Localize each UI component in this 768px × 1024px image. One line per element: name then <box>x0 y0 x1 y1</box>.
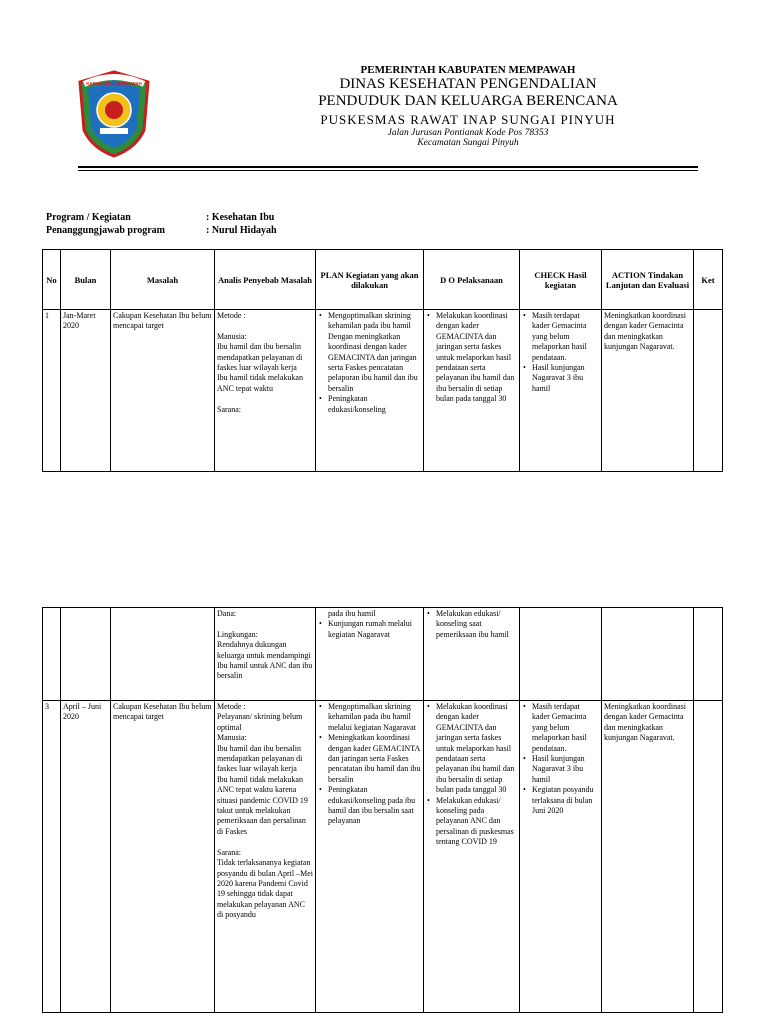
pdca-table-page-1 <box>42 249 723 472</box>
plan-item: • Mengoptimalkan skrining kehamilan pada ibu hamil melalui kegiatan Nagaravat <box>328 702 421 733</box>
header-analis: Analis Penyebab Masalah <box>215 250 316 310</box>
header-bulan: Bulan <box>61 250 111 310</box>
row-do <box>424 608 520 701</box>
letterhead-rule-thick <box>78 166 698 168</box>
header-plan: PLAN Kegiatan yang akan dilakukan <box>316 250 424 310</box>
row-plan <box>316 608 424 701</box>
row-masalah: Cakupan Kesehatan Ibu belum mencapai target <box>111 701 215 1013</box>
letterhead-text <box>258 64 678 148</box>
pj-label: Penanggungjawab program <box>46 225 165 236</box>
row-ket <box>694 608 723 701</box>
plan-continued: pada ibu hamil <box>328 609 376 618</box>
puskesmas-name: PUSKESMAS RAWAT INAP SUNGAI PINYUH <box>320 112 616 127</box>
do-item: • Melakukan edukasi/ konseling pada pelayanan ANC dan persalinan di puskesmas tentang COVID 19 <box>436 796 517 848</box>
row-analis: Metode : Pelayanan/ skrining belum optimal Manusia: Ibu hamil dan ibu bersalin mendapatkan pelayanan di faskes luar wilayah kerja Ibu hamil tidak melakukan ANC tepat waktu karena situasi pandemic COVID 19 takut untuk melakukan pemeriksaan dan persalinan di Faskes Sarana: Tidak terlaksananya kegiatan posyandu di bulan April –Mei 2020 karena Pandemi Covid 19 sehingga tidak dapat melakukan pelayanan ANC di posyandu <box>215 701 316 1013</box>
row-plan <box>316 310 424 472</box>
plan-item: • Meningkatkan koordinasi dengan kader GEMACINTA dan jaringan serta Faskes pencatatan ibu hamil dan ibu bersalin <box>328 733 421 785</box>
row-no <box>43 608 61 701</box>
row-analis: Dana: Lingkungan: Rendahnya dukungan keluarga untuk mendampingi Ibu hamil untuk ANC dan ibu bersalin <box>215 608 316 701</box>
row-check <box>520 608 602 701</box>
row-masalah <box>111 608 215 701</box>
header-action: ACTION Tindakan Lanjutan dan Evaluasi <box>602 250 694 310</box>
program-label: Program / Kegiatan <box>46 212 131 223</box>
header-ket: Ket <box>694 250 723 310</box>
government-name: PEMERINTAH KABUPATEN MEMPAWAH <box>360 64 576 76</box>
letterhead <box>78 60 698 168</box>
row-do <box>424 701 520 1013</box>
do-item: • Melakukan koordinasi dengan kader GEMACINTA dan jaringan serta faskes untuk melaporkan hasil pendataan serta pelayanan ibu hamil dan ibu bersalin di setiap bulan pada tanggal 30 <box>436 311 517 405</box>
row-plan <box>316 701 424 1013</box>
district: Kecamatan Sungai Pinyuh <box>417 138 519 148</box>
letterhead-rule-thin <box>78 170 698 171</box>
row-ket <box>694 701 723 1013</box>
agency-name-1: DINAS KESEHATAN PENGENDALIAN <box>339 76 597 92</box>
pdca-table-page-2 <box>42 607 723 1013</box>
table-row <box>43 701 723 1013</box>
check-item: • Hasil kunjungan Nagaravat 3 ibu hamil <box>532 363 599 394</box>
check-item: • Kegiatan posyandu terlaksana di bulan Juni 2020 <box>532 785 599 816</box>
address: Jalan Jurusan Pontianak Kode Pos 78353 <box>387 128 549 138</box>
header-do: D O Pelaksanaan <box>424 250 520 310</box>
row-analis: Metode : Manusia: Ibu hamil dan ibu bersalin mendapatkan pelayanan di faskes luar wilayah kerja Ibu hamil tidak melakukan ANC tepat waktu Sarana: <box>215 310 316 472</box>
row-no: 1 <box>43 310 61 472</box>
pj-value: : Nurul Hidayah <box>206 225 277 236</box>
row-bulan: Jan-Maret 2020 <box>61 310 111 472</box>
row-no: 3 <box>43 701 61 1013</box>
table-row <box>43 608 723 701</box>
row-masalah: Cakupan Kesehatan Ibu belum mencapai target <box>111 310 215 472</box>
row-action <box>602 608 694 701</box>
table-row <box>43 310 723 472</box>
row-bulan: April – Juni 2020 <box>61 701 111 1013</box>
plan-item: • Peningkatan edukasi/konseling pada ibu hamil dan ibu bersalin saat pelayanan <box>328 785 421 827</box>
header-no: No <box>43 250 61 310</box>
kabupaten-mempawah-logo-icon <box>78 70 150 158</box>
check-item: • Masih terdapat kader Gemacinta yang belum melaporkan hasil pendataan. <box>532 702 599 754</box>
do-item: • Melakukan edukasi/ konseling saat pemeriksaan ibu hamil <box>436 609 517 640</box>
svg-text:KABUPATEN MEMPAWAH: KABUPATEN MEMPAWAH <box>86 81 142 86</box>
row-do <box>424 310 520 472</box>
plan-item: • Mengoptimalkan skrining kehamilan pada ibu hamil Dengan meningkatkan koordinasi dengan kader GEMACINTA dan jaringan serta Faskes pencatatan pelaporan ibu hamil dan ibu bersalin <box>328 311 421 394</box>
check-item: • Masih terdapat kader Gemacinta yang belum melaporkan hasil pendataan. <box>532 311 599 363</box>
program-value: : Kesehatan Ibu <box>206 212 275 223</box>
row-check <box>520 310 602 472</box>
check-item: • Hasil kunjungan Nagaravat 3 ibu hamil <box>532 754 599 785</box>
row-action: Meningkatkan koordinasi dengan kader Gemacinta dan meningkatkan kunjungan Nagaravat. <box>602 701 694 1013</box>
header-masalah: Masalah <box>111 250 215 310</box>
row-check <box>520 701 602 1013</box>
row-bulan <box>61 608 111 701</box>
row-ket <box>694 310 723 472</box>
header-check: CHECK Hasil kegiatan <box>520 250 602 310</box>
header-row <box>43 250 723 310</box>
program-meta <box>46 212 277 238</box>
row-action: Meningkatkan koordinasi dengan kader Gemacinta dan meningkatkan kunjungan Nagaravat. <box>602 310 694 472</box>
plan-item: • Peningkatan edukasi/konseling <box>328 394 421 415</box>
do-item: • Melakukan koordinasi dengan kader GEMACINTA dan jaringan serta faskes untuk melaporkan hasil pendataan serta pelayanan ibu hamil dan ibu bersalin di setiap bulan pada tanggal 30 <box>436 702 517 796</box>
plan-item: • Kunjungan rumah melalui kegiatan Nagaravat <box>328 619 421 640</box>
agency-name-2: PENDUDUK DAN KELUARGA BERENCANA <box>318 93 618 109</box>
